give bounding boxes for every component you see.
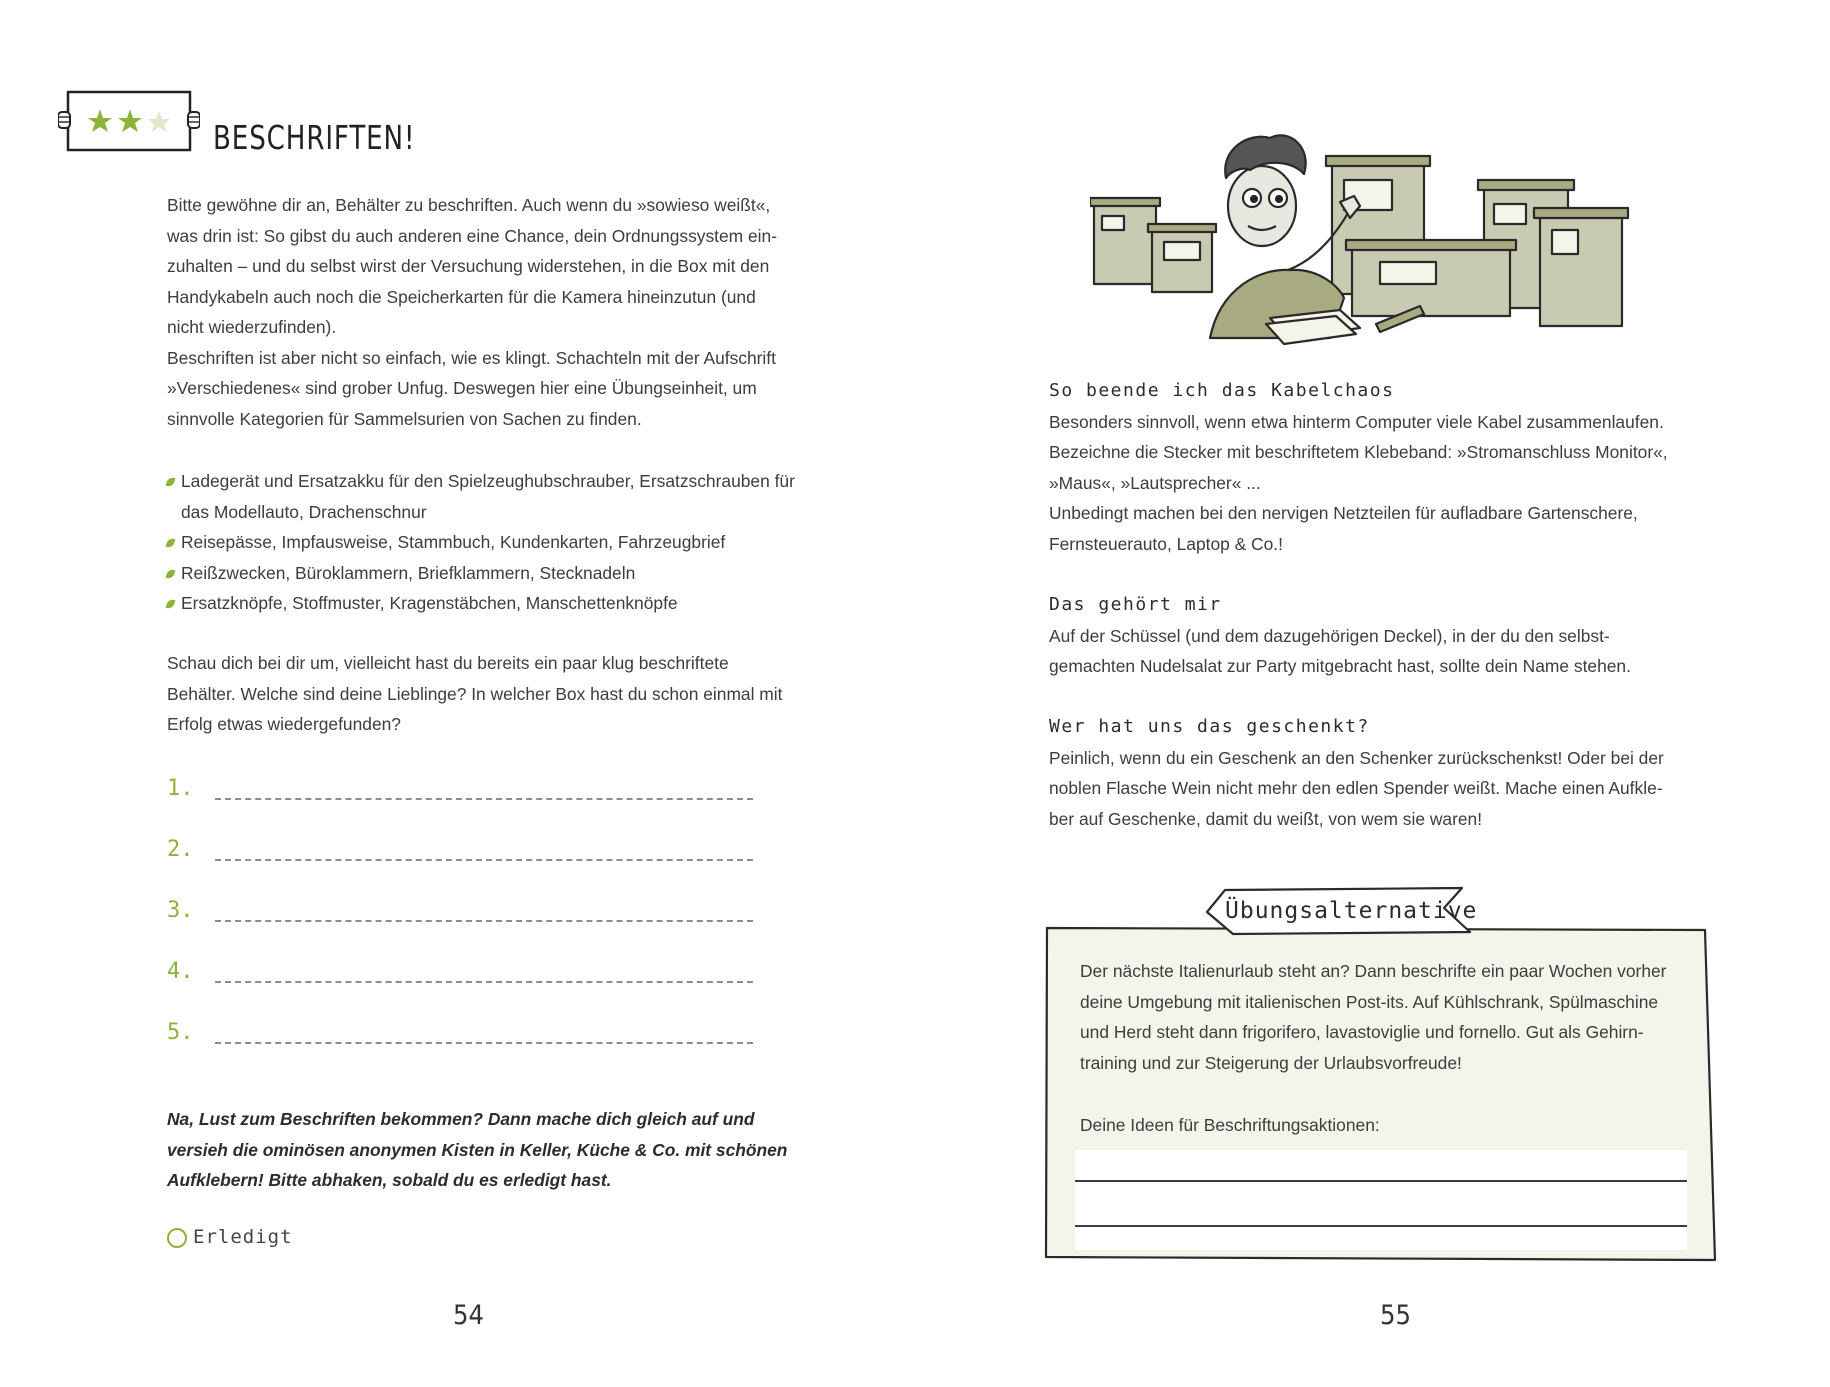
answer-row[interactable] xyxy=(167,1020,767,1060)
answer-line[interactable] xyxy=(215,920,753,922)
answer-line[interactable] xyxy=(215,1042,753,1044)
list-item: Reißzwecken, Büroklammern, Briefklammern, Stecknadeln xyxy=(167,558,817,589)
answer-line[interactable] xyxy=(215,981,753,983)
woman-labeling-boxes-icon xyxy=(1090,118,1640,358)
done-label: Erledigt xyxy=(193,1226,293,1248)
answer-row[interactable] xyxy=(167,959,767,999)
writing-line[interactable] xyxy=(1075,1225,1687,1227)
intro-paragraph xyxy=(167,190,817,434)
intro-line: Bitte gewöhne dir an, Behälter zu beschriften. Auch wenn du »sowieso weißt«, xyxy=(167,195,771,215)
answer-number: 4. xyxy=(167,959,194,984)
answer-row[interactable] xyxy=(167,898,767,938)
leaf-bullet-icon xyxy=(166,537,176,549)
section-gift-giver: Wer hat uns das geschenkt? Peinlich, wenn du ein Geschenk an den Schenker zurückschenkst! Oder bei der noblen Flasche Wein nicht mehr den edlen Spender weißt. Mache einen Aufkle- ber auf Geschenke, damit du weißt, von wem sie waren! xyxy=(1049,712,1709,834)
intro-line: Beschriften ist aber nicht so einfach, wie es klingt. Schachteln mit der Aufschrift xyxy=(167,347,776,368)
answer-number: 2. xyxy=(167,837,194,862)
section-heading: Wer hat uns das geschenkt? xyxy=(1049,716,1370,737)
leaf-bullet-icon xyxy=(166,598,176,610)
page-number-right: 55 xyxy=(1380,1300,1411,1331)
section-belongs-to-me: Das gehört mir Auf der Schüssel (und dem dazugehörigen Deckel), in der du den selbst- gemachten Nudelsalat zur Party mitgebracht hast, sollte dein Name stehen. xyxy=(1049,590,1709,682)
ideas-prompt: Deine Ideen für Beschriftungsaktionen: xyxy=(1080,1115,1380,1135)
done-checkbox[interactable] xyxy=(167,1226,307,1252)
exercise-alternative-box xyxy=(1044,898,1719,1265)
intro-line: was drin ist: So gibst du auch anderen eine Chance, dein Ordnungssystem ein- xyxy=(167,225,777,246)
intro-line: sinnvolle Kategorien für Sammelsurien von Sachen zu finden. xyxy=(167,408,642,429)
section-cable-chaos: So beende ich das Kabelchaos Besonders sinnvoll, wenn etwa hinterm Computer viele Kabel zusammenlaufen. Bezeichne die Stecker mit beschriftetem Klebeband: »Stromanschluss Monitor«, »Maus«, »Lautsprecher« ... Unbedingt machen bei den nervigen Netzteilen für aufladbare Gartenschere, Fernsteuerauto, Laptop & Co.! xyxy=(1049,376,1709,559)
category-list xyxy=(167,466,817,619)
leaf-bullet-icon xyxy=(166,476,176,488)
page-number-left: 54 xyxy=(453,1300,484,1331)
intro-line: Handykabeln auch noch die Speicherkarten für die Kamera hineinzutun (und xyxy=(167,286,756,307)
difficulty-sign-icon xyxy=(58,82,200,158)
answer-number: 3. xyxy=(167,898,194,923)
question-paragraph: Schau dich bei dir um, vielleicht hast du bereits ein paar klug beschriftete Behälter. Welche sind deine Lieblinge? In welcher Box hast du schon einmal mit Erfolg etwas wiedergefunden? xyxy=(167,653,783,734)
list-item: Ladegerät und Ersatzakku für den Spielzeughubschrauber, Ersatzschrauben für das Modellauto, Drachenschnur xyxy=(167,466,817,527)
alternative-label: Übungsalternative xyxy=(1225,898,1478,924)
answer-row[interactable] xyxy=(167,776,767,816)
list-item: Reisepässe, Impfausweise, Stammbuch, Kundenkarten, Fahrzeugbrief xyxy=(167,527,817,558)
intro-line: nicht wiederzufinden). xyxy=(167,317,337,337)
page-title: BESCHRIFTEN! xyxy=(213,118,416,157)
list-item: Ersatzknöpfe, Stoffmuster, Kragenstäbchen, Manschettenknöpfe xyxy=(167,588,817,619)
checkbox-circle-icon[interactable] xyxy=(167,1228,187,1248)
leaf-bullet-icon xyxy=(166,568,176,580)
labeling-boxes-illustration xyxy=(1090,118,1640,358)
section-heading: Das gehört mir xyxy=(1049,594,1222,615)
answer-row[interactable] xyxy=(167,837,767,877)
writing-line[interactable] xyxy=(1075,1180,1687,1182)
answer-line[interactable] xyxy=(215,859,753,861)
section-heading: So beende ich das Kabelchaos xyxy=(1049,380,1395,401)
intro-line: »Verschiedenes« sind grober Unfug. Deswegen hier eine Übungseinheit, um xyxy=(167,378,757,398)
intro-line: zuhalten – und du selbst wirst der Versuchung widerstehen, in die Box mit den xyxy=(167,256,770,276)
answer-number: 5. xyxy=(167,1020,194,1045)
alternative-text: Der nächste Italienurlaub steht an? Dann beschrifte ein paar Wochen vorher deine Umgebung mit italienischen Post-its. Auf Kühlschrank, Spülmaschine und Herd steht dann frigorifero, lavastoviglie und fornello. Gut als Gehirn- training und zur Steigerung der Urlaubsvorfreude! xyxy=(1080,961,1667,1073)
answer-number: 1. xyxy=(167,776,194,801)
closing-paragraph: Na, Lust zum Beschriften bekommen? Dann mache dich gleich auf und versieh die ominösen anonymen Kisten in Keller, Küche & Co. mit schönen Aufklebern! Bitte abhaken, sobald du es erledigt hast. xyxy=(167,1109,788,1190)
answer-line[interactable] xyxy=(215,798,753,800)
difficulty-sign xyxy=(58,82,200,158)
ideas-writing-area[interactable] xyxy=(1075,1150,1687,1250)
